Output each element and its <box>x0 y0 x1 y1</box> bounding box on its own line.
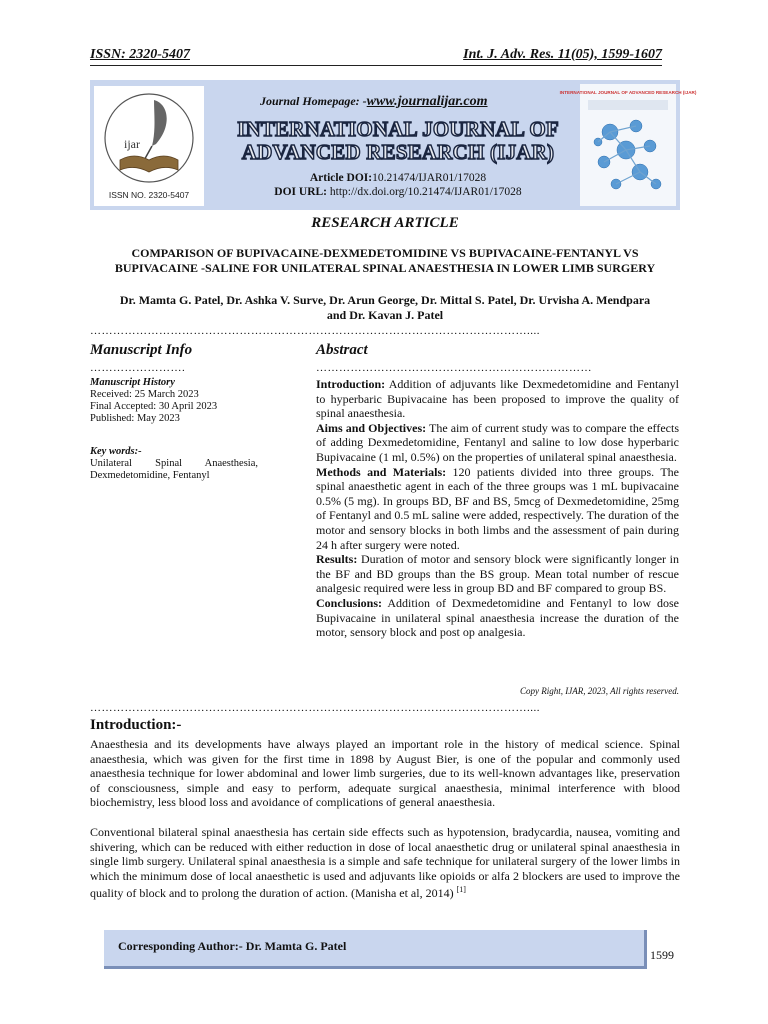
doi-url-link[interactable]: http://dx.doi.org/10.21474/IJAR01/17028 <box>329 186 522 198</box>
issn-text: ISSN: 2320-5407 <box>90 47 190 62</box>
journal-cover-image <box>559 84 697 206</box>
article-title: COMPARISON OF BUPIVACAINE-DEXMEDETOMIDINE VS BUPIVACAINE-FENTANYL VS BUPIVACAINE -SALINE FOR UNILATERAL SPINAL ANAESTHESIA IN LOWER LIMB SURGERY <box>114 246 656 275</box>
cover-title: INTERNATIONAL JOURNAL OF ADVANCED RESEARCH (IJAR) <box>559 90 697 95</box>
keywords: Key words:- Unilateral Spinal Anaesthesia, Dexmedetomidine, Fentanyl <box>90 446 258 481</box>
abstract-results: Results: Duration of motor and sensory block were significantly longer in the BF and BD groups than the BS group. Mean total number of rescue analgesic required were less in group BD and BF compared to group BS. <box>316 552 679 596</box>
manuscript-history: Manuscript History Received: 25 March 2023 Final Accepted: 30 April 2023 Published: May 2023 <box>90 377 258 425</box>
logo-issn-text: ISSN NO. 2320-5407 <box>108 190 190 200</box>
journal-banner <box>90 80 697 210</box>
quill-book-icon <box>94 86 204 206</box>
journal-title: INTERNATIONAL JOURNAL OF ADVANCED RESEARCH (IJAR) <box>237 117 559 164</box>
reference-marker[interactable]: [1] <box>456 885 466 895</box>
abstract-introduction: Introduction: Addition of adjuvants like Dexmedetomidine and Fentanyl to hyperbaric Bupivacaine has been proposed to improve the quality of spinal anaesthesia. <box>316 377 679 421</box>
abstract-heading: Abstract <box>316 342 368 358</box>
abstract-aims: Aims and Objectives: The aim of current study was to compare the effects of adding Dexmedetomidine, Fentanyl and saline to low dose hyperbaric Bupivacaine (1 ml, 0.5%) on the properties of unilateral spinal anaesthesia. <box>316 420 679 464</box>
journal-homepage: Journal Homepage: -www.journalijar.com <box>260 94 488 109</box>
received-date: Received: 25 March 2023 <box>90 389 199 400</box>
abstract-body <box>316 377 679 640</box>
corresponding-author-box <box>104 930 647 969</box>
citation-text: Int. J. Adv. Res. 11(05), 1599-1607 <box>463 47 662 62</box>
published-date: Published: May 2023 <box>90 413 180 424</box>
abstract-methods: Methods and Materials: 120 patients divided into three groups. The spinal anaesthetic agent in each of the three groups was 1 mL bupivacaine 0.5% (5 mg). In groups BD, BF and BS, 5mcg of Dexmedetomidine, 25mg of Fentanyl and 0.5 mL saline were added, respectively. The duration of the motor and sensory blocks in both limbs and the assessment of pain during 24 h after surgery were noted. <box>316 464 679 552</box>
molecule-cover-icon <box>559 84 697 206</box>
author-list: Dr. Mamta G. Patel, Dr. Ashka V. Surve, Dr. Arun George, Dr. Mittal S. Patel, Dr. Urvisha A. Mendpara and Dr. Kavan J. Patel <box>119 293 651 322</box>
abstract-conclusions: Conclusions: Addition of Dexmedetomidine and Fentanyl to low dose Bupivacaine in unilateral spinal anaesthesia increase the duration of the motor, sensory block and post op analgesia. <box>316 595 679 640</box>
article-doi: Article DOI:10.21474/IJAR01/17028 <box>309 172 487 184</box>
ijar-logo <box>94 86 204 206</box>
manuscript-info-heading: Manuscript Info <box>90 342 193 358</box>
logo-ijar-text: ijar <box>124 137 140 151</box>
dotted-divider-right: ……………………………………………………………… <box>316 362 592 374</box>
dotted-divider-top: …………………………………………………………………………………………………….... <box>90 325 540 337</box>
homepage-link[interactable]: www.journalijar.com <box>366 94 488 109</box>
intro-paragraph-1: Anaesthesia and its developments have always played an important role in the history of medical science. Spinal anaesthesia, which was given for the first time in 1898 by August Bier, is one of the popular and commonly used anaesthesia technique for lower abdominal and lower limb surgeries, due to its well-known advantages like, preservation of consciousness, simple and easy to perform, adequate surgical anaesthesia, minimal interference with blood biochemistry, less blood loss and avoidance of complications of general anaesthesia. <box>90 737 680 810</box>
intro-paragraph-2: Conventional bilateral spinal anaesthesia has certain side effects such as hypotension, bradycardia, nausea, vomiting and shivering, which can be reduced with either reduction in dose of local anaesthetic drug or unilateral spinal anaesthesia in single limb surgery. Unilateral spinal anaesthesia is a simple and safe technique for unilateral surgery of the lower limbs in which the minimum dose of local anaesthetic is used and adjuvants like opioids or alfa 2 blockers are used to improve the quality of block and to prolong the duration of action. (Manisha et al, 2014) [1] <box>90 825 680 901</box>
copyright-notice: Copy Right, IJAR, 2023, All rights reserved. <box>520 686 679 696</box>
doi-url: DOI URL: http://dx.doi.org/10.21474/IJAR01/17028 <box>274 186 522 198</box>
page-number: 1599 <box>650 948 674 962</box>
accepted-date: Final Accepted: 30 April 2023 <box>90 401 218 412</box>
corresponding-author: Corresponding Author:- Dr. Mamta G. Patel <box>118 939 347 953</box>
section-label: RESEARCH ARTICLE <box>311 215 459 231</box>
dotted-divider-bottom: …………………………………………………………………………………………………….... <box>90 702 540 714</box>
introduction-heading: Introduction:- <box>90 717 182 733</box>
running-header <box>90 47 662 66</box>
dotted-divider-left: ……………………. <box>90 362 186 374</box>
